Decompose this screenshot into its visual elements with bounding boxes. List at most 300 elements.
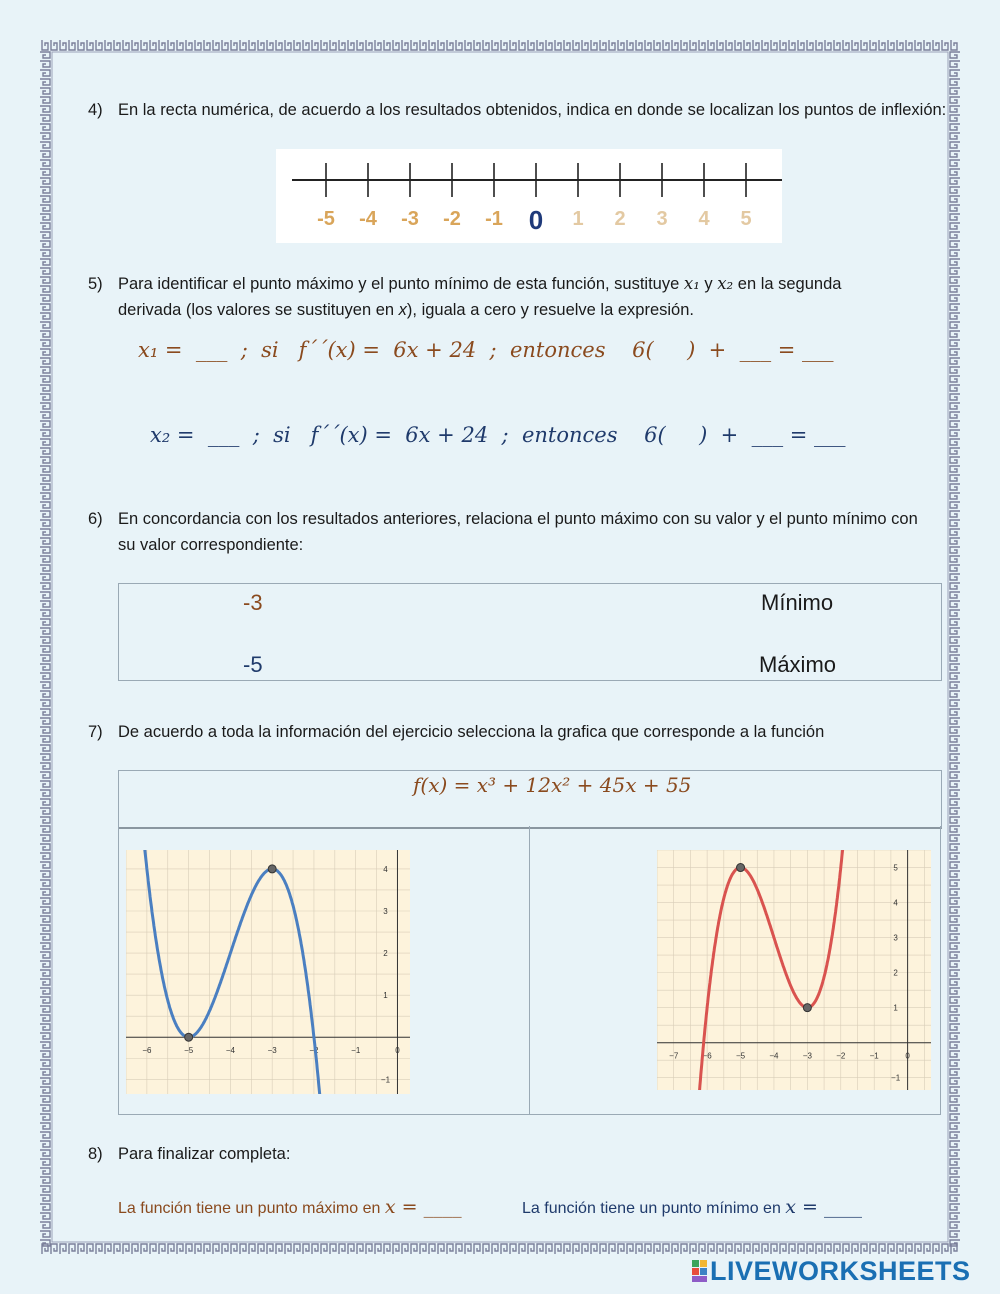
border-motif — [906, 1244, 912, 1254]
border-motif — [942, 1244, 948, 1254]
border-motif — [150, 40, 156, 50]
border-motif — [950, 745, 960, 751]
border-motif — [950, 898, 960, 904]
border-motif — [950, 142, 960, 148]
border-motif — [40, 493, 50, 499]
border-motif — [950, 52, 960, 58]
border-motif — [897, 40, 903, 50]
border-motif — [950, 1132, 960, 1138]
function-formula: f(x) = x³ + 12x² + 45x + 55 — [413, 773, 692, 797]
border-motif — [950, 610, 960, 616]
border-motif — [40, 322, 50, 328]
border-motif — [40, 1222, 50, 1228]
border-motif — [42, 40, 48, 50]
border-motif — [492, 1244, 498, 1254]
border-motif — [897, 1244, 903, 1254]
question-text: En la recta numérica, de acuerdo a los resultados obtenidos, indica en donde se localizan los puntos de inflexión: — [118, 101, 947, 119]
border-motif — [40, 547, 50, 553]
border-motif — [40, 277, 50, 283]
border-motif — [744, 1244, 750, 1254]
question-text: En concordancia con los resultados anteriores, relaciona el punto máximo con su valor y el punto mínimo con su valor correspondiente: — [118, 510, 918, 554]
extremum-point — [737, 864, 745, 872]
border-motif — [807, 1244, 813, 1254]
border-motif — [366, 40, 372, 50]
border-motif — [159, 1244, 165, 1254]
number-line-label: -5 — [317, 208, 335, 230]
border-motif — [950, 727, 960, 733]
border-motif — [474, 40, 480, 50]
border-motif — [40, 1051, 50, 1057]
border-motif — [96, 1244, 102, 1254]
border-motif — [591, 40, 597, 50]
border-motif — [40, 781, 50, 787]
border-motif — [40, 385, 50, 391]
border-motif — [950, 601, 960, 607]
border-motif — [672, 40, 678, 50]
x-tick-label: −4 — [769, 1051, 779, 1061]
border-motif — [411, 40, 417, 50]
border-motif — [950, 97, 960, 103]
question-number: 4) — [88, 101, 103, 119]
border-motif — [861, 1244, 867, 1254]
border-motif — [40, 1069, 50, 1075]
border-motif — [294, 40, 300, 50]
border-motif — [555, 40, 561, 50]
x-tick-label: −4 — [225, 1046, 235, 1056]
border-motif — [402, 1244, 408, 1254]
number-line-label: -4 — [359, 208, 377, 230]
border-motif — [40, 61, 50, 67]
border-motif — [950, 79, 960, 85]
border-motif — [950, 529, 960, 535]
x-tick-label: −2 — [309, 1046, 319, 1056]
border-motif — [950, 835, 960, 841]
border-motif — [825, 40, 831, 50]
border-motif — [411, 1244, 417, 1254]
border-motif — [40, 673, 50, 679]
border-motif — [645, 1244, 651, 1254]
border-motif — [40, 709, 50, 715]
border-motif — [950, 862, 960, 868]
liveworksheets-logo[interactable] — [692, 1256, 971, 1287]
border-motif — [950, 1060, 960, 1066]
extremum-point — [268, 865, 276, 873]
border-motif — [807, 40, 813, 50]
border-motif — [141, 40, 147, 50]
border-motif — [40, 268, 50, 274]
border-motif — [780, 40, 786, 50]
border-motif — [950, 1123, 960, 1129]
border-motif — [950, 250, 960, 256]
border-motif — [123, 1244, 129, 1254]
border-motif — [950, 457, 960, 463]
x-tick-label: 0 — [395, 1046, 400, 1056]
border-motif — [40, 1141, 50, 1147]
border-motif — [40, 655, 50, 661]
border-motif — [501, 40, 507, 50]
y-tick-label: 2 — [893, 968, 898, 978]
border-motif — [312, 40, 318, 50]
border-motif — [843, 40, 849, 50]
border-motif — [717, 1244, 723, 1254]
border-motif — [950, 169, 960, 175]
border-motif — [40, 682, 50, 688]
border-motif — [40, 880, 50, 886]
border-motif — [950, 484, 960, 490]
border-motif — [771, 40, 777, 50]
border-motif — [384, 1244, 390, 1254]
border-motif — [519, 40, 525, 50]
border-motif — [950, 763, 960, 769]
border-motif — [950, 412, 960, 418]
border-motif — [40, 646, 50, 652]
border-motif — [950, 259, 960, 265]
border-motif — [501, 1244, 507, 1254]
border-motif — [40, 250, 50, 256]
border-motif — [816, 1244, 822, 1254]
border-motif — [40, 1024, 50, 1030]
math-var: x — [398, 301, 407, 319]
question-number: 6) — [88, 510, 103, 528]
border-motif — [950, 1186, 960, 1192]
number-line-label: 5 — [740, 208, 752, 230]
graph-grid — [126, 850, 410, 1094]
border-motif — [51, 1244, 57, 1254]
border-motif — [573, 40, 579, 50]
number-line-label: 3 — [656, 208, 668, 230]
border-motif — [40, 907, 50, 913]
border-motif — [627, 40, 633, 50]
border-motif — [950, 430, 960, 436]
border-motif — [950, 655, 960, 661]
border-motif — [40, 1231, 50, 1237]
question-text: De acuerdo a toda la información del ejercicio selecciona la grafica que corresponde a la función — [118, 723, 825, 741]
border-motif — [950, 178, 960, 184]
border-motif — [933, 40, 939, 50]
border-motif — [771, 1244, 777, 1254]
border-motif — [40, 331, 50, 337]
border-motif — [861, 40, 867, 50]
border-motif — [950, 385, 960, 391]
border-motif — [40, 448, 50, 454]
border-motif — [375, 1244, 381, 1254]
border-motif — [303, 1244, 309, 1254]
border-motif — [40, 916, 50, 922]
border-motif — [950, 979, 960, 985]
border-motif — [40, 115, 50, 121]
border-motif — [950, 997, 960, 1003]
border-motif — [573, 1244, 579, 1254]
border-motif — [950, 1069, 960, 1075]
border-motif — [465, 40, 471, 50]
y-tick-label: 4 — [383, 864, 388, 874]
border-motif — [40, 340, 50, 346]
border-motif — [600, 40, 606, 50]
border-motif — [950, 124, 960, 130]
label-maximo[interactable]: Máximo — [759, 652, 837, 677]
border-motif — [40, 556, 50, 562]
border-motif — [950, 313, 960, 319]
border-motif — [950, 628, 960, 634]
border-motif — [950, 736, 960, 742]
border-motif — [40, 1087, 50, 1093]
border-motif — [114, 40, 120, 50]
border-motif — [40, 979, 50, 985]
border-motif — [950, 907, 960, 913]
border-motif — [726, 1244, 732, 1254]
question-text-part: en la segunda — [737, 275, 842, 293]
border-motif — [951, 40, 957, 50]
number-line-label: 1 — [572, 208, 584, 230]
border-motif — [375, 40, 381, 50]
border-motif — [249, 40, 255, 50]
border-motif — [40, 367, 50, 373]
border-motif — [40, 565, 50, 571]
border-motif — [40, 241, 50, 247]
question-4 — [88, 97, 948, 157]
border-motif — [40, 475, 50, 481]
border-motif — [40, 421, 50, 427]
border-motif — [950, 88, 960, 94]
border-motif — [357, 1244, 363, 1254]
border-motif — [40, 736, 50, 742]
minimum-answer-blank[interactable]: x = ____ — [785, 1196, 863, 1218]
border-motif — [950, 718, 960, 724]
border-motif — [40, 124, 50, 130]
border-motif — [40, 1078, 50, 1084]
x-tick-label: −5 — [735, 1051, 746, 1061]
border-motif — [40, 1168, 50, 1174]
border-motif — [240, 1244, 246, 1254]
border-motif — [950, 538, 960, 544]
border-motif — [564, 40, 570, 50]
border-motif — [852, 40, 858, 50]
x-tick-label: −1 — [869, 1051, 879, 1061]
border-motif — [40, 142, 50, 148]
border-motif — [132, 1244, 138, 1254]
border-motif — [339, 40, 345, 50]
border-motif — [950, 889, 960, 895]
border-motif — [40, 691, 50, 697]
question-text-part: derivada (los valores se sustituyen en — [118, 301, 395, 319]
question-text-part: y — [704, 275, 713, 293]
border-motif — [204, 1244, 210, 1254]
border-motif — [438, 1244, 444, 1254]
border-motif — [40, 259, 50, 265]
border-motif — [321, 1244, 327, 1254]
border-motif — [393, 40, 399, 50]
border-motif — [40, 1015, 50, 1021]
border-motif — [950, 304, 960, 310]
value-minus-5[interactable]: -5 — [243, 652, 263, 677]
number-line-label: 2 — [614, 208, 626, 230]
border-motif — [950, 1087, 960, 1093]
border-motif — [40, 313, 50, 319]
border-motif — [627, 1244, 633, 1254]
border-motif — [40, 484, 50, 490]
number-line-label: -1 — [485, 208, 503, 230]
border-motif — [438, 40, 444, 50]
border-motif — [40, 997, 50, 1003]
maximum-answer-blank[interactable]: x = ____ — [384, 1196, 462, 1218]
border-motif — [177, 40, 183, 50]
border-motif — [312, 1244, 318, 1254]
border-motif — [40, 1150, 50, 1156]
border-motif — [950, 1042, 960, 1048]
border-motif — [950, 1213, 960, 1219]
border-motif — [40, 772, 50, 778]
logo-icon — [692, 1258, 708, 1280]
border-motif — [950, 592, 960, 598]
border-motif — [950, 1204, 960, 1210]
border-motif — [609, 1244, 615, 1254]
border-motif — [519, 1244, 525, 1254]
border-motif — [40, 412, 50, 418]
border-motif — [708, 1244, 714, 1254]
border-motif — [950, 754, 960, 760]
border-motif — [40, 70, 50, 76]
border-motif — [40, 1186, 50, 1192]
matching-box — [118, 583, 942, 681]
border-motif — [950, 565, 960, 571]
minimum-fill — [522, 1196, 862, 1218]
border-motif — [40, 358, 50, 364]
border-motif — [950, 268, 960, 274]
value-minus-3[interactable]: -3 — [243, 590, 263, 615]
border-motif — [681, 40, 687, 50]
border-motif — [429, 40, 435, 50]
border-motif — [40, 457, 50, 463]
border-motif — [906, 40, 912, 50]
border-motif — [950, 691, 960, 697]
border-motif — [294, 1244, 300, 1254]
border-motif — [186, 40, 192, 50]
border-motif — [950, 70, 960, 76]
border-motif — [950, 1159, 960, 1165]
border-motif — [950, 205, 960, 211]
border-motif — [950, 988, 960, 994]
graph-left[interactable] — [126, 850, 410, 1094]
border-motif — [753, 1244, 759, 1254]
border-motif — [357, 40, 363, 50]
border-motif — [276, 1244, 282, 1254]
border-motif — [40, 637, 50, 643]
border-motif — [231, 40, 237, 50]
border-motif — [834, 40, 840, 50]
border-motif — [798, 40, 804, 50]
border-motif — [168, 40, 174, 50]
border-motif — [950, 421, 960, 427]
border-motif — [753, 40, 759, 50]
border-motif — [950, 286, 960, 292]
border-motif — [40, 610, 50, 616]
label-minimo[interactable]: Mínimo — [761, 590, 834, 615]
border-motif — [582, 1244, 588, 1254]
border-motif — [699, 1244, 705, 1254]
x-tick-label: −6 — [142, 1046, 152, 1056]
border-motif — [40, 763, 50, 769]
x-tick-label: 0 — [905, 1051, 910, 1061]
border-motif — [950, 970, 960, 976]
border-motif — [330, 1244, 336, 1254]
border-motif — [40, 295, 50, 301]
border-motif — [105, 40, 111, 50]
x-tick-label: −3 — [267, 1046, 277, 1056]
border-motif — [465, 1244, 471, 1254]
border-motif — [483, 1244, 489, 1254]
border-motif — [870, 40, 876, 50]
border-motif — [789, 1244, 795, 1254]
border-motif — [950, 1195, 960, 1201]
y-tick-label: −1 — [380, 1075, 391, 1085]
border-motif — [564, 1244, 570, 1254]
border-motif — [40, 511, 50, 517]
border-motif — [40, 196, 50, 202]
border-motif — [40, 1123, 50, 1129]
border-motif — [950, 871, 960, 877]
border-motif — [40, 97, 50, 103]
border-motif — [950, 367, 960, 373]
border-motif — [950, 394, 960, 400]
border-motif — [672, 1244, 678, 1254]
border-motif — [69, 40, 75, 50]
extremum-point — [803, 1004, 811, 1012]
border-motif — [40, 1060, 50, 1066]
border-motif — [852, 1244, 858, 1254]
border-motif — [950, 295, 960, 301]
y-tick-label: −1 — [891, 1073, 901, 1083]
border-motif — [168, 1244, 174, 1254]
border-motif — [40, 826, 50, 832]
border-motif — [950, 466, 960, 472]
extremum-point — [185, 1033, 193, 1041]
border-motif — [40, 718, 50, 724]
border-motif — [950, 520, 960, 526]
border-motif — [40, 961, 50, 967]
border-motif — [402, 40, 408, 50]
border-motif — [950, 547, 960, 553]
border-motif — [950, 916, 960, 922]
border-motif — [663, 40, 669, 50]
y-tick-label: 2 — [383, 949, 388, 959]
border-motif — [492, 40, 498, 50]
y-tick-label: 3 — [383, 907, 388, 916]
question-number: 5) — [88, 275, 103, 293]
border-motif — [285, 1244, 291, 1254]
border-motif — [483, 40, 489, 50]
border-motif — [735, 1244, 741, 1254]
border-motif — [950, 682, 960, 688]
border-motif — [950, 790, 960, 796]
border-motif — [366, 1244, 372, 1254]
border-motif — [40, 466, 50, 472]
border-motif — [40, 376, 50, 382]
border-motif — [40, 628, 50, 634]
border-motif — [654, 40, 660, 50]
border-motif — [950, 322, 960, 328]
border-motif — [950, 943, 960, 949]
border-motif — [40, 700, 50, 706]
graph-grid — [657, 850, 931, 1090]
border-motif — [276, 40, 282, 50]
number-line-label: 4 — [698, 208, 710, 230]
border-motif — [40, 223, 50, 229]
border-motif — [222, 40, 228, 50]
border-motif — [950, 808, 960, 814]
number-line-label: -2 — [443, 208, 461, 230]
graph-right[interactable] — [657, 850, 931, 1090]
border-motif — [159, 40, 165, 50]
